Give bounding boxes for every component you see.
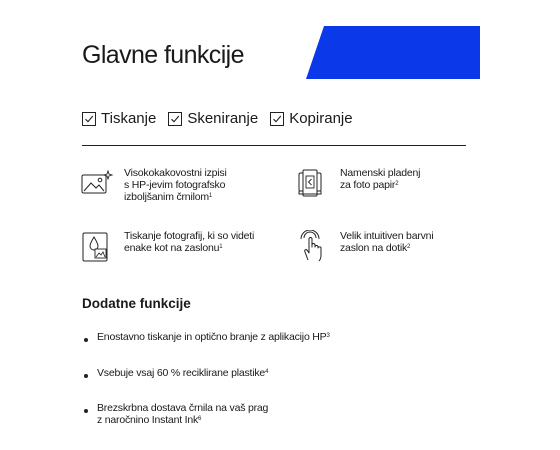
- capabilities-row: [82, 110, 365, 127]
- additional-features-list: [82, 331, 330, 426]
- feature-text-line: za foto papir: [340, 179, 396, 191]
- photo-droplet-icon: [80, 230, 114, 264]
- feature-text-line: Velik intuitiven barvni: [340, 230, 434, 242]
- checkbox-icon: [270, 112, 284, 126]
- feature-screen-match: [80, 230, 254, 264]
- footnote-marker: 2: [407, 244, 411, 250]
- page-title: Glavne funkcije: [82, 41, 244, 69]
- list-item-text: Vsebuje vsaj 60 % reciklirane plastike: [97, 367, 266, 379]
- feature-text-line: Tiskanje fotografij, ki so videti: [124, 230, 255, 242]
- checkbox-icon: [168, 112, 182, 126]
- capability-print: [82, 110, 156, 127]
- touch-hand-icon: [296, 230, 330, 264]
- capability-copy: [270, 110, 352, 127]
- feature-photo-tray: [296, 167, 420, 201]
- feature-touchscreen: [296, 230, 433, 264]
- feature-text-line: izboljšanim črnilom: [124, 191, 209, 203]
- accent-banner: [306, 26, 480, 79]
- capability-label: Kopiranje: [289, 110, 353, 127]
- list-item-text: Enostavno tiskanje in optično branje z aplikacijo HP: [97, 331, 327, 343]
- footnote-marker: 6: [198, 416, 202, 422]
- photo-sparkle-icon: [80, 167, 114, 201]
- list-item: [82, 367, 330, 379]
- feature-text-line: s HP-jevim fotografsko: [124, 179, 226, 191]
- feature-text-line: zaslon na dotik: [340, 242, 408, 254]
- feature-photo-quality: [80, 167, 227, 203]
- footnote-marker: 3: [326, 333, 330, 339]
- additional-features-heading: Dodatne funkcije: [82, 296, 191, 311]
- list-item-text: z naročnino Instant Ink: [97, 414, 199, 426]
- photo-tray-icon: [296, 167, 330, 201]
- divider: [82, 145, 466, 146]
- feature-text-line: Namenski pladenj: [340, 167, 421, 179]
- list-item: [82, 402, 330, 426]
- footnote-marker: 1: [208, 193, 213, 199]
- feature-text-line: enake kot na zaslonu: [124, 242, 220, 254]
- list-item: [82, 331, 330, 343]
- capability-scan: [168, 110, 258, 127]
- checkbox-icon: [82, 112, 96, 126]
- capability-label: Skeniranje: [187, 110, 259, 127]
- list-item-text: Brezskrbna dostava črnila na vaš prag: [97, 402, 269, 414]
- footnote-marker: 4: [265, 369, 269, 375]
- footnote-marker: 1: [219, 244, 223, 250]
- feature-text-line: Visokokakovostni izpisi: [124, 167, 227, 179]
- capability-label: Tiskanje: [101, 110, 157, 127]
- footnote-marker: 2: [395, 181, 399, 187]
